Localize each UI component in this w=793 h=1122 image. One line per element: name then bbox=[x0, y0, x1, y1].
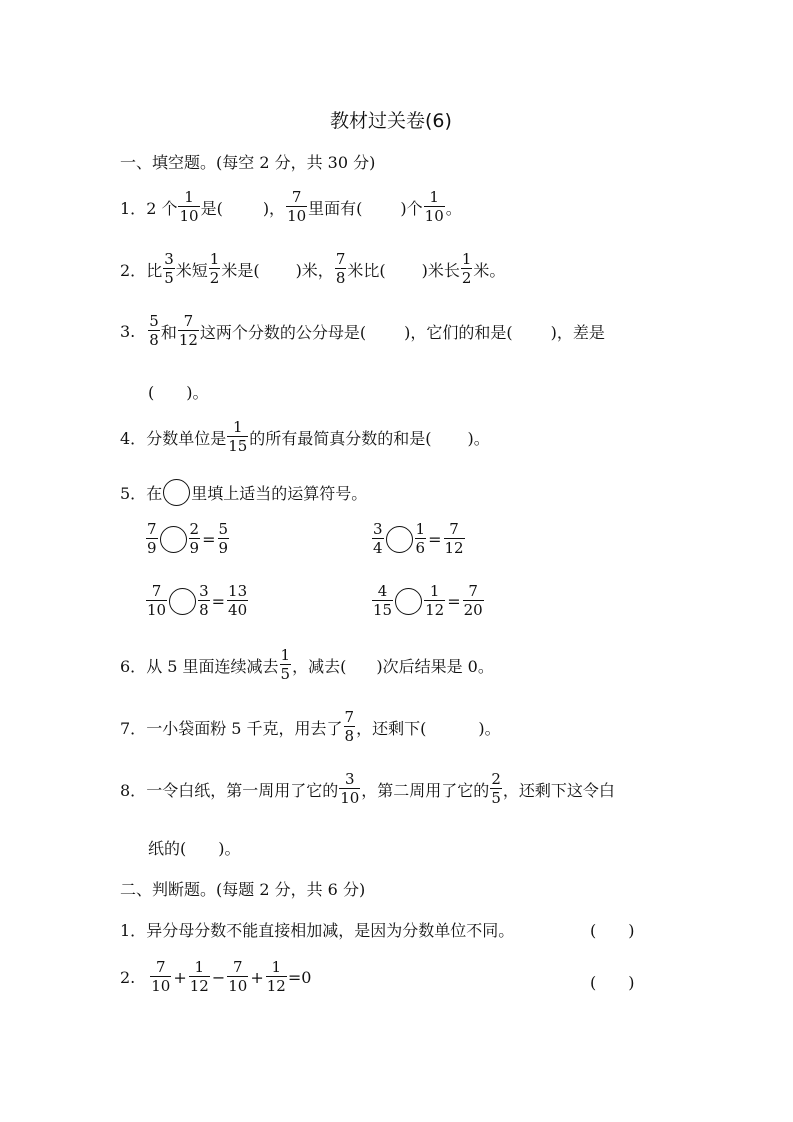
question-text: 在 bbox=[146, 484, 163, 503]
denominator: 8 bbox=[335, 269, 346, 287]
fraction bbox=[280, 648, 292, 682]
denominator: 8 bbox=[344, 727, 355, 745]
denominator: 5 bbox=[491, 789, 501, 807]
question-2-2 bbox=[120, 960, 311, 994]
denominator: 10 bbox=[287, 207, 307, 225]
numerator: 2 bbox=[189, 520, 200, 538]
numerator: 7 bbox=[291, 188, 302, 206]
fraction bbox=[227, 420, 248, 454]
question-number: 7． bbox=[120, 718, 147, 738]
fraction bbox=[490, 772, 502, 806]
denominator: 5 bbox=[164, 269, 174, 287]
numerator: 3 bbox=[344, 770, 355, 788]
question-1-6 bbox=[120, 648, 494, 682]
denominator: 40 bbox=[228, 601, 248, 619]
denominator: 5 bbox=[280, 665, 291, 683]
question-number: 2. bbox=[120, 967, 136, 987]
plus-sign: + bbox=[173, 967, 187, 987]
numerator: 7 bbox=[233, 958, 243, 976]
question-text: 米比( bbox=[347, 260, 386, 280]
fraction bbox=[286, 190, 307, 224]
denominator: 9 bbox=[147, 539, 157, 557]
equals-sign: = bbox=[428, 529, 442, 549]
question-text: ，还剩下这令白 bbox=[502, 780, 615, 800]
numerator: 7 bbox=[468, 582, 478, 600]
question-text: 比 bbox=[146, 260, 163, 280]
fraction bbox=[372, 522, 384, 556]
denominator: 6 bbox=[415, 539, 426, 557]
question-1-4 bbox=[120, 420, 490, 454]
denominator: 10 bbox=[179, 207, 199, 225]
question-1-5 bbox=[120, 479, 367, 506]
question-number: 5． bbox=[120, 484, 147, 503]
question-text: 里填上适当的运算符号。 bbox=[191, 484, 368, 503]
fraction bbox=[178, 190, 199, 224]
denominator: 10 bbox=[228, 977, 248, 995]
fraction bbox=[461, 252, 473, 286]
result-text: =0 bbox=[287, 967, 312, 987]
numerator: 3 bbox=[199, 582, 209, 600]
denominator: 12 bbox=[178, 331, 198, 349]
section1-heading: 一、填空题。(每空 2 分，共 30 分) bbox=[120, 153, 376, 172]
question-text: 2 个 bbox=[146, 198, 178, 218]
equals-sign: = bbox=[211, 591, 226, 611]
operation-item bbox=[145, 584, 249, 618]
numerator: 1 bbox=[209, 250, 220, 268]
answer-circle-icon[interactable] bbox=[395, 588, 422, 615]
denominator: 8 bbox=[149, 331, 159, 349]
denominator: 10 bbox=[151, 977, 171, 995]
equals-sign: = bbox=[447, 591, 461, 611]
question-text: 一小袋面粉 5 千克，用去了 bbox=[146, 718, 343, 738]
fraction bbox=[146, 584, 167, 618]
denominator: 15 bbox=[373, 601, 393, 619]
question-1-3-line2: ( )。 bbox=[148, 383, 209, 402]
answer-circle-icon[interactable] bbox=[169, 588, 196, 615]
numerator: 1 bbox=[429, 582, 440, 600]
numerator: 1 bbox=[271, 958, 282, 976]
question-text: 。 bbox=[445, 198, 462, 218]
denominator: 12 bbox=[266, 977, 286, 995]
question-number: 4． bbox=[120, 428, 147, 448]
denominator: 2 bbox=[209, 269, 220, 287]
numerator: 2 bbox=[491, 770, 501, 788]
question-number: 3. bbox=[120, 321, 136, 341]
denominator: 4 bbox=[373, 539, 383, 557]
question-number: 8． bbox=[120, 780, 147, 800]
fraction bbox=[424, 584, 445, 618]
denominator: 10 bbox=[424, 207, 444, 225]
numerator: 1 bbox=[194, 958, 205, 976]
denominator: 12 bbox=[425, 601, 445, 619]
fraction bbox=[227, 584, 248, 618]
fraction bbox=[163, 252, 175, 286]
question-text: )。 bbox=[478, 718, 501, 738]
question-text: )。 bbox=[467, 428, 490, 448]
numerator: 7 bbox=[344, 708, 355, 726]
fraction bbox=[444, 522, 465, 556]
numerator: 7 bbox=[449, 520, 459, 538]
question-text: 这两个分数的公分母是( bbox=[199, 322, 367, 342]
minus-sign: − bbox=[211, 967, 226, 987]
equals-sign: = bbox=[202, 529, 216, 549]
numerator: 7 bbox=[156, 958, 166, 976]
denominator: 10 bbox=[147, 601, 167, 619]
operation-item bbox=[371, 584, 485, 618]
operation-item bbox=[371, 522, 466, 556]
question-text: 是( bbox=[200, 198, 223, 218]
plus-sign: + bbox=[250, 967, 264, 987]
question-number: 2． bbox=[120, 260, 147, 280]
question-text: )次后结果是 0。 bbox=[376, 656, 494, 676]
denominator: 10 bbox=[340, 789, 360, 807]
fraction bbox=[339, 772, 360, 806]
question-text: 从 5 里面连续减去 bbox=[146, 656, 279, 676]
question-text: 一令白纸，第一周用了它的 bbox=[146, 780, 339, 800]
question-1-7 bbox=[120, 710, 501, 744]
question-text: )， bbox=[262, 198, 286, 218]
question-text: 分数单位是 bbox=[146, 428, 227, 448]
question-text: )，它们的和是( bbox=[404, 322, 513, 342]
fraction bbox=[178, 314, 199, 348]
answer-circle-icon[interactable] bbox=[160, 526, 187, 553]
denominator: 15 bbox=[228, 437, 248, 455]
question-text: ，第二周用了它的 bbox=[361, 780, 490, 800]
fraction bbox=[150, 960, 171, 994]
numerator: 13 bbox=[228, 582, 248, 600]
question-number: 1． bbox=[120, 198, 147, 218]
numerator: 1 bbox=[184, 188, 194, 206]
question-text: 的所有最简真分数的和是( bbox=[249, 428, 432, 448]
denominator: 12 bbox=[189, 977, 209, 995]
denominator: 20 bbox=[463, 601, 483, 619]
fraction bbox=[209, 252, 221, 286]
question-text: )个 bbox=[400, 198, 423, 218]
denominator: 9 bbox=[189, 539, 200, 557]
numerator: 7 bbox=[335, 250, 346, 268]
question-text: 和 bbox=[160, 322, 177, 342]
answer-paren[interactable]: ( ) bbox=[590, 921, 635, 940]
operation-item bbox=[145, 522, 230, 556]
numerator: 1 bbox=[429, 188, 439, 206]
fraction bbox=[266, 960, 287, 994]
numerator: 7 bbox=[147, 520, 157, 538]
numerator: 5 bbox=[149, 312, 159, 330]
answer-circle-icon[interactable] bbox=[386, 526, 413, 553]
numerator: 7 bbox=[151, 582, 162, 600]
denominator: 9 bbox=[218, 539, 229, 557]
answer-paren[interactable]: ( ) bbox=[590, 973, 635, 992]
question-text: )米长 bbox=[421, 260, 460, 280]
page-title: 教材过关卷(6) bbox=[330, 110, 452, 132]
fraction bbox=[198, 584, 210, 618]
question-1-3 bbox=[120, 314, 605, 348]
question-1-8 bbox=[120, 772, 615, 806]
question-text: ，还剩下( bbox=[356, 718, 427, 738]
denominator: 8 bbox=[199, 601, 209, 619]
fraction bbox=[227, 960, 248, 994]
section2-heading: 二、判断题。(每题 2 分，共 6 分) bbox=[120, 880, 366, 899]
numerator: 3 bbox=[373, 520, 383, 538]
fraction bbox=[146, 522, 158, 556]
question-text: )米， bbox=[295, 260, 334, 280]
denominator: 12 bbox=[444, 539, 464, 557]
question-text: 米。 bbox=[473, 260, 506, 280]
question-text: )，差是 bbox=[550, 322, 605, 342]
question-1-1 bbox=[120, 190, 462, 224]
denominator: 2 bbox=[461, 269, 472, 287]
question-text: 米短 bbox=[175, 260, 208, 280]
fraction bbox=[218, 522, 230, 556]
fraction bbox=[148, 314, 160, 348]
question-text: 里面有( bbox=[308, 198, 363, 218]
numerator: 1 bbox=[232, 418, 243, 436]
fraction bbox=[415, 522, 427, 556]
question-number: 6． bbox=[120, 656, 147, 676]
question-2-1 bbox=[120, 918, 514, 941]
question-1-8-line2: 纸的( )。 bbox=[148, 839, 241, 858]
answer-circle-icon bbox=[163, 479, 190, 506]
question-text: ，减去( bbox=[292, 656, 347, 676]
numerator: 1 bbox=[280, 646, 291, 664]
fraction bbox=[424, 190, 445, 224]
question-text: 异分母分数不能直接相加减，是因为分数单位不同。 bbox=[146, 921, 515, 940]
fraction bbox=[189, 960, 210, 994]
numerator: 1 bbox=[461, 250, 472, 268]
numerator: 7 bbox=[183, 312, 194, 330]
fraction bbox=[335, 252, 347, 286]
question-1-2 bbox=[120, 252, 505, 286]
question-number: 1． bbox=[120, 921, 147, 940]
numerator: 4 bbox=[377, 582, 388, 600]
fraction bbox=[344, 710, 356, 744]
fraction bbox=[463, 584, 484, 618]
numerator: 5 bbox=[218, 520, 229, 538]
question-text: 米是( bbox=[221, 260, 260, 280]
numerator: 1 bbox=[415, 520, 426, 538]
fraction bbox=[189, 522, 201, 556]
numerator: 3 bbox=[164, 250, 174, 268]
fraction bbox=[372, 584, 393, 618]
